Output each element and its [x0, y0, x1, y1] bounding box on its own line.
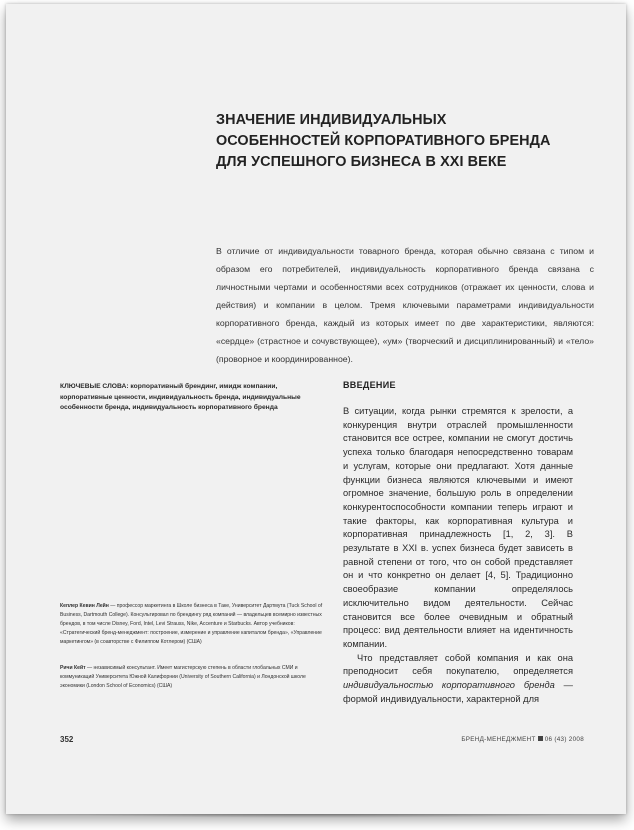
page-number: 352	[60, 735, 74, 744]
body-paragraph-1: В ситуации, когда рынки стремятся к зрелости, а конкуренция внутри отраслей промышленности становится все острее, компании не смогут достичь успеха только благодаря непосредственно товарам и услугам, которые они предлагают. Хотя данные функции бизнеса являются ключевыми и имеют огромное значение, большую роль в определении конкурентоспособности компании теперь играют и такие факторы, как корпоративная культура и корпоративная принадлежность [1, 2, 3]. В результате в XXI в. успех бизнеса будет зависеть в равной степени от того, что он собой представляет он и что конкретно он делает [4, 5]. Традиционно своеобразие компании определялось исключительно видом деятельности. Сейчас становится все более очевидным и обратный процесс: вид деятельности влияет на идентичность компании.	[343, 406, 573, 649]
author-2-name: Ричи Кейт	[60, 665, 86, 671]
body-paragraph-2-end: — формой индивидуальности, характерной для	[343, 680, 573, 704]
section-heading: ВВЕДЕНИЕ	[343, 380, 396, 390]
title-line-2: ОСОБЕННОСТЕЙ КОРПОРАТИВНОГО БРЕНДА	[216, 133, 551, 149]
keywords: КЛЮЧЕВЫЕ СЛОВА: корпоративный брендинг, имидж компании, корпоративные ценности, индивидуальность бренда, индивидуальные особенности бренда, индивидуальность корпоративного бренда	[60, 383, 301, 411]
article-title	[216, 110, 596, 173]
article-abstract: В отличие от индивидуальности товарного бренда, которая обычно связана с типом и образом его потребителей, индивидуальность корпоративного бренда связана с личностными чертами и особенностями всех сотрудников (отражает их ценности, слова и действия) и компании в целом. Тремя ключевыми параметрами индивидуальности корпоративного бренда, каждый из которых имеет по две характеристики, являются: «сердце» (страстное и сочувствующее), «ум» (творческий и дисциплинированный) и «тело» (проворное и координированное).	[216, 246, 594, 364]
author-1-text: — профессор маркетинга в Школе бизнеса в Таке, Университет Дартмута (Tuck School of Business, Dartmouth College). Консультировал по брендингу ряд компаний — владельцев всемирно известных брендов, в том числе Disney, Ford, Intel, Levi Strauss, Nike, Accenture и Starbucks. Автор учебников: «Стратегический бренд-менеджмент: построение, измерение и управление капиталом бренда», «Управление маркетингом» (в соавторстве с Филиппом Котлером) (США)	[60, 603, 323, 645]
journal-issue: 06 (43) 2008	[544, 736, 584, 743]
title-line-3: ДЛЯ УСПЕШНОГО БИЗНЕСА В XXI ВЕКЕ	[216, 154, 507, 170]
body-paragraph-2-start: Что представляет собой компания и как она преподносит себя покупателю, определяется	[343, 652, 573, 677]
body-paragraph-2	[343, 652, 573, 707]
journal-name: БРЕНД-МЕНЕДЖМЕНТ	[461, 736, 536, 743]
journal-footer	[461, 736, 584, 743]
body-paragraph-2-italic: индивидуальностью корпоративного бренда	[343, 680, 555, 691]
square-separator-icon	[538, 736, 543, 741]
author-bio-1	[60, 602, 325, 647]
article-body	[343, 405, 573, 706]
author-bio-2	[60, 664, 325, 691]
author-2-text: — независимый консультант. Имеет магистерскую степень в области глобальных СМИ и коммуникаций Университета Южной Калифорнии (University of Southern California) и Лондонской школе экономики (London School of Economics) (США)	[60, 665, 306, 689]
title-line-1: ЗНАЧЕНИЕ ИНДИВИДУАЛЬНЫХ	[216, 112, 447, 128]
author-1-name: Кеплер Кевин Лейн	[60, 603, 109, 609]
